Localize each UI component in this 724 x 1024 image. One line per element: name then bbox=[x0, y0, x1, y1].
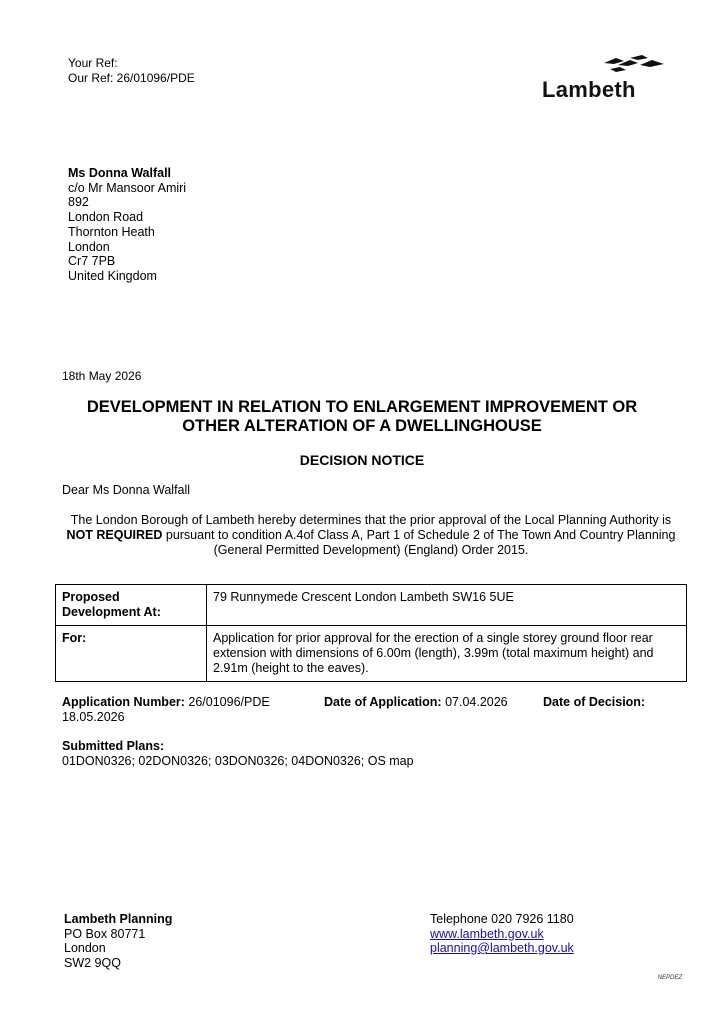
details-table bbox=[55, 584, 687, 682]
application-number-value: 26/01096/PDE bbox=[184, 695, 270, 709]
your-ref: Your Ref: bbox=[68, 56, 118, 70]
address-line: Thornton Heath bbox=[68, 224, 155, 239]
footer-org: Lambeth Planning bbox=[64, 912, 173, 926]
address-line: London bbox=[68, 239, 110, 254]
plans-value: 01DON0326; 02DON0326; 03DON0326; 04DON0326; OS map bbox=[62, 754, 414, 768]
document-code: NEPDEZ bbox=[657, 975, 682, 981]
address-line: 892 bbox=[68, 195, 89, 210]
address-line: United Kingdom bbox=[68, 268, 157, 283]
for-value: Application for prior approval for the erection of a single storey ground floor rear extension with dimensions of 6.00m (length), 3.99m (total maximum height) and 2.91m (height to the eaves). bbox=[207, 626, 687, 682]
date-of-application-value: 07.04.2026 bbox=[441, 695, 508, 709]
date-of-application-label: Date of Application: bbox=[324, 695, 442, 709]
proposed-value: 79 Runnymede Crescent London Lambeth SW16 5UE bbox=[207, 585, 687, 626]
address-line: c/o Mr Mansoor Amiri bbox=[68, 180, 187, 195]
footer-telephone: Telephone 020 7926 1180 bbox=[430, 912, 574, 926]
website-link[interactable]: www.lambeth.gov.uk bbox=[430, 926, 544, 941]
recipient-name: Ms Donna Walfall bbox=[68, 166, 172, 180]
email-link[interactable]: planning@lambeth.gov.uk bbox=[430, 941, 574, 955]
footer-address-line: PO Box 80771 bbox=[64, 926, 146, 941]
footer-address-line: SW2 9QQ bbox=[64, 955, 121, 970]
lambeth-logo bbox=[540, 55, 670, 105]
reference-block bbox=[68, 56, 195, 85]
footer-contact bbox=[430, 912, 574, 956]
decision-heading: DECISION NOTICE bbox=[299, 452, 425, 468]
body-text: The London Borough of Lambeth hereby determines that the prior approval of the Local Planning Authority is bbox=[70, 513, 672, 527]
recipient-address bbox=[68, 166, 186, 284]
date-of-decision-value: 18.05.2026 bbox=[62, 710, 125, 724]
determination-paragraph bbox=[55, 513, 687, 558]
title-line-2: OTHER ALTERATION OF A DWELLINGHOUSE bbox=[182, 417, 542, 435]
address-line: Cr7 7PB bbox=[68, 254, 116, 269]
proposed-label: Proposed Development At: bbox=[56, 585, 207, 626]
footer-address bbox=[64, 912, 172, 970]
letter-date: 18th May 2026 bbox=[62, 369, 142, 383]
our-ref: Our Ref: 26/01096/PDE bbox=[68, 70, 195, 85]
logo-text: Lambeth bbox=[542, 77, 636, 102]
table-row bbox=[56, 585, 687, 626]
salutation: Dear Ms Donna Walfall bbox=[62, 483, 191, 497]
body-text: pursuant to condition A.4of Class A, Part 1 of Schedule 2 of The Town And Country Planning (General Permitted Development) (England) Order 2015. bbox=[162, 528, 676, 557]
for-label: For: bbox=[56, 626, 207, 682]
not-required-text: NOT REQUIRED bbox=[66, 528, 163, 542]
footer-address-line: London bbox=[64, 941, 106, 955]
title-line-1: DEVELOPMENT IN RELATION TO ENLARGEMENT IMPROVEMENT OR bbox=[86, 398, 638, 416]
submitted-plans bbox=[62, 739, 414, 769]
application-number-label: Application Number: bbox=[62, 695, 185, 709]
address-line: London Road bbox=[68, 210, 144, 225]
application-details bbox=[62, 695, 682, 725]
notice-title bbox=[40, 398, 684, 436]
table-row bbox=[56, 626, 687, 682]
date-of-decision-label: Date of Decision: bbox=[543, 695, 646, 709]
plans-label: Submitted Plans: bbox=[62, 739, 165, 753]
